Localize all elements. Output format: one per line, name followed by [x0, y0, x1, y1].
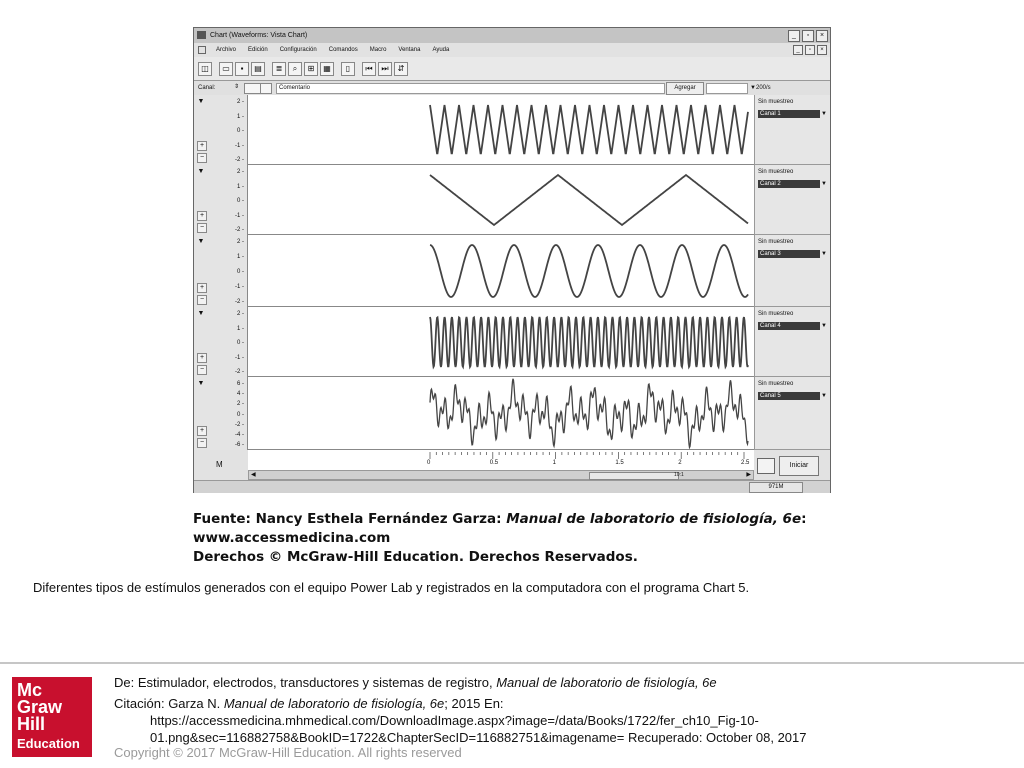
- y-axis: [194, 235, 248, 307]
- waveform-plot: [248, 165, 754, 235]
- waveform-svg: [248, 377, 754, 449]
- menu-ventana[interactable]: Ventana: [398, 47, 421, 53]
- waveform-trace: [430, 175, 748, 225]
- menu-bar: [194, 43, 830, 57]
- channel-4: [194, 307, 830, 377]
- toolbar: [194, 57, 830, 81]
- waveform-svg: [248, 95, 754, 164]
- menu-configuracion[interactable]: Configuración: [279, 47, 317, 53]
- marker-label[interactable]: M: [216, 460, 223, 469]
- channel-name[interactable]: Canal 2: [758, 180, 820, 188]
- grid-icon[interactable]: ⊞: [304, 62, 318, 76]
- sampling-mode[interactable]: Sin muestreo: [758, 381, 794, 387]
- chevron-down-icon[interactable]: ▼: [821, 111, 827, 117]
- figure-credit: [193, 510, 831, 567]
- cite-title: Manual de laboratorio de fisiología, 6e: [223, 696, 445, 711]
- y-tick-label: 0 -: [236, 340, 244, 346]
- comment-channel-select[interactable]: [706, 83, 748, 94]
- credit-line-1: [193, 510, 831, 529]
- zoom-out-icon[interactable]: −: [197, 223, 207, 233]
- zoom-out-icon[interactable]: −: [197, 365, 207, 375]
- citation-block: [114, 674, 1019, 746]
- time-axis: [248, 450, 754, 470]
- channel-settings: [754, 307, 830, 377]
- menu-comandos[interactable]: Comandos: [328, 47, 358, 53]
- zoom-in-icon[interactable]: +: [197, 353, 207, 363]
- menu-ayuda[interactable]: Ayuda: [432, 47, 450, 53]
- y-tick-label: 0 -: [236, 198, 244, 204]
- channel-name[interactable]: Canal 4: [758, 322, 820, 330]
- add-comment-button[interactable]: Agregar: [666, 82, 704, 95]
- window-title: Chart (Waveforms: Vista Chart): [210, 32, 308, 39]
- y-tick-label: 1 -: [236, 183, 244, 190]
- marker-icon[interactable]: ⇵: [394, 62, 408, 76]
- memory-indicator: 971M: [749, 482, 803, 493]
- y-tick-label: -1 -: [235, 354, 244, 361]
- y-tick-label: 0 -: [236, 128, 244, 134]
- y-tick-label: 2 -: [236, 169, 244, 175]
- mcgraw-hill-logo: [12, 677, 92, 757]
- y-tick-label: 0 -: [236, 411, 244, 418]
- citation-line: [114, 695, 1019, 712]
- from-prefix: De: Estimulador, electrodos, transductores y sistemas de registro,: [114, 675, 497, 690]
- chart-icon[interactable]: ◫: [198, 62, 212, 76]
- figure-caption: Diferentes tipos de estímulos generados con el equipo Power Lab y registrados en la computadora con el programa Chart 5.: [33, 580, 750, 595]
- zoom-in-icon[interactable]: +: [197, 211, 207, 221]
- scroll-right-icon[interactable]: ▶: [746, 472, 751, 478]
- chevron-down-icon[interactable]: ▼: [821, 393, 827, 399]
- title-bar: [194, 28, 830, 44]
- y-tick-label: 0 -: [236, 269, 244, 275]
- zoom-icon[interactable]: ⌕: [288, 62, 302, 76]
- forward-icon[interactable]: ⏭: [378, 62, 392, 76]
- time-tick-label: 1: [552, 460, 556, 466]
- time-tick-label: 2.5: [741, 460, 750, 466]
- zoom-in-icon[interactable]: +: [197, 283, 207, 293]
- channel-name[interactable]: Canal 5: [758, 392, 820, 400]
- table-icon[interactable]: ▦: [320, 62, 334, 76]
- y-tick-label: -6 -: [235, 442, 244, 448]
- scroll-thumb[interactable]: [589, 472, 679, 480]
- waveform-plot: [248, 377, 754, 450]
- minimize-button[interactable]: _: [788, 30, 800, 42]
- zoom-level[interactable]: 10:1: [674, 472, 684, 478]
- window-controls: [788, 30, 828, 41]
- time-tick-label: 2: [678, 460, 682, 466]
- menu-macro[interactable]: Macro: [369, 47, 387, 53]
- channel-spinner-icon[interactable]: ⇕: [234, 84, 240, 90]
- status-bar: [194, 480, 830, 493]
- waveform-svg: [248, 235, 754, 306]
- channel-menu-icon[interactable]: ▼: [197, 98, 205, 105]
- maximize-button[interactable]: ▫: [802, 30, 814, 42]
- waveform-trace: [430, 105, 748, 153]
- y-tick-label: -2 -: [235, 299, 244, 305]
- menu-archivo[interactable]: Archivo: [216, 47, 237, 53]
- channel-1: [194, 95, 830, 165]
- recorder-icon[interactable]: [757, 458, 775, 474]
- y-tick-label: 4 -: [236, 391, 244, 398]
- doc-close-button[interactable]: ×: [817, 45, 827, 55]
- chevron-down-icon[interactable]: ▼: [821, 323, 827, 329]
- channel-settings: [754, 235, 830, 307]
- rewind-icon[interactable]: ⏮: [362, 62, 376, 76]
- channel-bar: [194, 81, 830, 96]
- copyright: Copyright © 2017 McGraw-Hill Education. All rights reserved: [114, 745, 462, 760]
- chevron-down-icon[interactable]: ▼: [821, 181, 827, 187]
- cite-prefix: Citación: Garza N.: [114, 696, 224, 711]
- channel-2: [194, 165, 830, 235]
- y-axis: [194, 95, 248, 165]
- y-tick-label: 2 -: [236, 239, 244, 245]
- waveform-svg: [248, 165, 754, 234]
- channel-3: [194, 235, 830, 307]
- credit-colon: :: [801, 511, 807, 527]
- channel-settings: [754, 95, 830, 165]
- app-icon: [197, 31, 206, 39]
- y-tick-label: 1 -: [236, 254, 244, 260]
- start-controls: [757, 455, 817, 475]
- y-tick-label: 6 -: [236, 381, 244, 387]
- y-tick-label: 1 -: [236, 113, 244, 120]
- channel-menu-icon[interactable]: ▼: [197, 310, 205, 317]
- y-tick-label: -2 -: [235, 421, 244, 428]
- save-icon[interactable]: ▪: [235, 62, 249, 76]
- channel-name[interactable]: Canal 3: [758, 250, 820, 258]
- credit-source: Fuente: Nancy Esthela Fernández Garza:: [193, 511, 507, 527]
- credit-book-title: Manual de laboratorio de fisiología, 6e: [506, 511, 802, 527]
- y-tick-label: -1 -: [235, 142, 244, 149]
- citation-url-2[interactable]: 01.png&sec=116882758&BookID=1722&ChapterSecID=116882751&imagename= Recuperado: October 08, 2017: [150, 730, 807, 745]
- y-tick-label: -2 -: [235, 369, 244, 375]
- settings-icon[interactable]: ≣: [272, 62, 286, 76]
- zoom-out-icon[interactable]: −: [197, 153, 207, 163]
- doc-maximize-button[interactable]: ▫: [805, 45, 815, 55]
- divider: [0, 662, 1024, 664]
- citation-url-1[interactable]: https://accessmedicina.mhmedical.com/DownloadImage.aspx?image=/data/Books/1722/fer_ch10_Fig-10-: [150, 713, 759, 728]
- comment-input[interactable]: Comentario: [276, 83, 665, 94]
- time-tick-label: 1.5: [615, 460, 624, 466]
- channel-field-2[interactable]: [260, 83, 272, 94]
- chevron-down-icon[interactable]: ▼: [750, 85, 756, 91]
- waveform-trace: [430, 317, 748, 367]
- chevron-down-icon[interactable]: ▼: [821, 251, 827, 257]
- document-icon: [198, 46, 206, 54]
- y-tick-label: -1 -: [235, 212, 244, 219]
- zoom-out-icon[interactable]: −: [197, 438, 207, 448]
- channel-5: [194, 377, 830, 450]
- credit-line-3: Derechos © McGraw-Hill Education. Derechos Reservados.: [193, 549, 638, 565]
- y-tick-label: -2 -: [235, 227, 244, 233]
- sampling-mode[interactable]: Sin muestreo: [758, 311, 794, 317]
- y-tick-label: -4 -: [235, 431, 244, 438]
- y-tick-label: -2 -: [235, 157, 244, 163]
- y-tick-label: 2 -: [236, 99, 244, 105]
- sample-rate[interactable]: 200/s: [756, 85, 771, 91]
- y-tick-label: -1 -: [235, 284, 244, 290]
- waveform-trace: [430, 379, 748, 448]
- y-tick-label: 1 -: [236, 325, 244, 332]
- doc-minimize-button[interactable]: _: [793, 45, 803, 55]
- channel-name[interactable]: Canal 1: [758, 110, 820, 118]
- channel-menu-icon[interactable]: ▼: [197, 168, 205, 175]
- cite-suffix: ; 2015 En:: [444, 696, 504, 711]
- scroll-left-icon[interactable]: ◀: [251, 472, 256, 478]
- zoom-in-icon[interactable]: +: [197, 426, 207, 436]
- figure: [193, 27, 831, 565]
- logo-text-education: Education: [17, 736, 80, 751]
- time-tick-label: 0.5: [489, 460, 499, 466]
- waveform-plot: [248, 235, 754, 307]
- sampling-mode[interactable]: Sin muestreo: [758, 99, 794, 105]
- from-title: Manual de laboratorio de fisiología, 6e: [496, 675, 717, 690]
- channel-settings: [754, 377, 830, 450]
- channel-label: Canal:: [198, 85, 216, 91]
- waveform-plot: [248, 307, 754, 377]
- sampling-mode[interactable]: Sin muestreo: [758, 239, 794, 245]
- channel-menu-icon[interactable]: ▼: [197, 380, 205, 387]
- start-button[interactable]: Iniciar: [779, 456, 819, 476]
- notebook-icon[interactable]: ▯: [341, 62, 355, 76]
- waveform-trace: [430, 245, 748, 297]
- citation-from: [114, 674, 1019, 691]
- open-icon[interactable]: ▭: [219, 62, 233, 76]
- y-axis: [194, 377, 248, 450]
- y-axis: [194, 307, 248, 377]
- zoom-out-icon[interactable]: −: [197, 295, 207, 305]
- sampling-mode[interactable]: Sin muestreo: [758, 169, 794, 175]
- logo-text-mc: Mc: [17, 680, 43, 700]
- zoom-in-icon[interactable]: +: [197, 141, 207, 151]
- credit-line-2: www.accessmedicina.com: [193, 530, 391, 546]
- y-tick-label: 2 -: [236, 401, 244, 408]
- logo-text-graw: Graw: [17, 697, 63, 717]
- y-axis: [194, 165, 248, 235]
- time-tick-label: 0: [427, 460, 431, 466]
- channel-settings: [754, 165, 830, 235]
- logo-text-hill: Hill: [17, 714, 46, 734]
- waveform-plot: [248, 95, 754, 165]
- channel-menu-icon[interactable]: ▼: [197, 238, 205, 245]
- print-icon[interactable]: ▤: [251, 62, 265, 76]
- chart-window: [193, 27, 831, 493]
- menu-edicion[interactable]: Edición: [248, 47, 268, 53]
- y-tick-label: 2 -: [236, 311, 244, 317]
- waveform-svg: [248, 307, 754, 376]
- plot-area: [194, 95, 830, 450]
- close-button[interactable]: ×: [816, 30, 828, 42]
